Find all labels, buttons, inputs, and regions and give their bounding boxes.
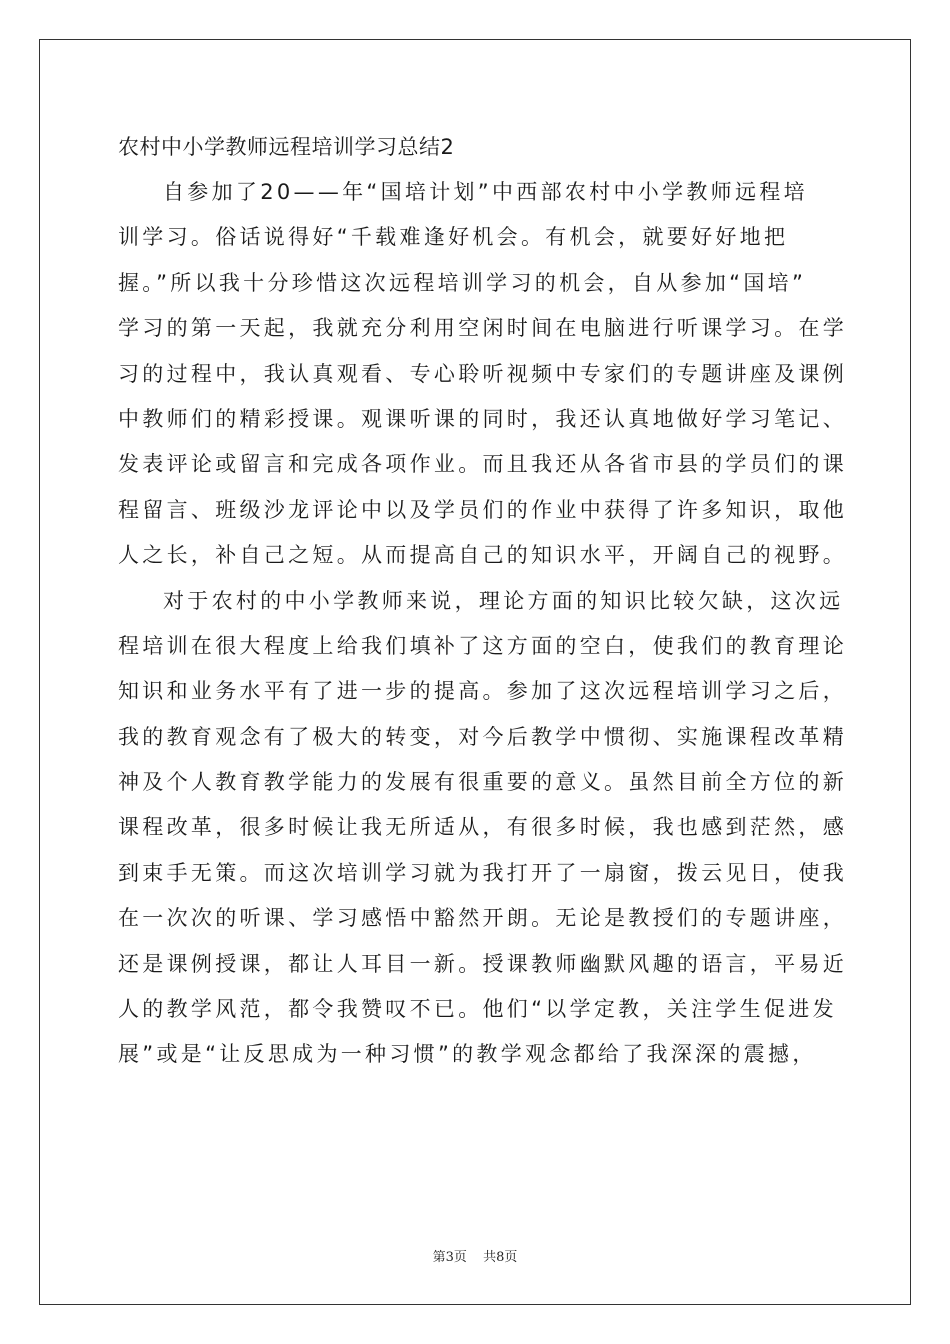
page-footer bbox=[0, 1246, 950, 1265]
text-line: 展”或是“让反思成为一种习惯”的教学观念都给了我深深的震撼， bbox=[118, 1042, 817, 1067]
text-line: 课程改革，很多时候让我无所适从，有很多时候，我也感到茫然，感 bbox=[118, 815, 847, 840]
text-line: 发表评论或留言和完成各项作业。而且我还从各省市县的学员们的课 bbox=[118, 452, 847, 477]
text-line: 还是课例授课，都让人耳目一新。授课教师幽默风趣的语言，平易近 bbox=[118, 951, 847, 976]
text-line: 程留言、班级沙龙评论中以及学员们的作业中获得了许多知识，取他 bbox=[118, 497, 847, 522]
text-line: 我的教育观念有了极大的转变，对今后教学中惯彻、实施课程改革精 bbox=[118, 724, 847, 749]
document-title: 农村中小学教师远程培训学习总结2 bbox=[118, 135, 455, 159]
document-paragraphs bbox=[118, 170, 847, 1078]
text-line: 知识和业务水平有了进一步的提高。参加了这次远程培训学习之后， bbox=[118, 679, 847, 704]
text-line: 训学习。俗话说得好“千载难逢好机会。有机会，就要好好地把 bbox=[118, 225, 789, 250]
text-line: 神及个人教育教学能力的发展有很重要的意义。虽然目前全方位的新 bbox=[118, 770, 847, 795]
text-line: 程培训在很大程度上给我们填补了这方面的空白，使我们的教育理论 bbox=[118, 633, 847, 658]
text-line: 到束手无策。而这次培训学习就为我打开了一扇窗，拨云见日，使我 bbox=[118, 860, 847, 885]
text-line: 学习的第一天起，我就充分利用空闲时间在电脑进行听课学习。在学 bbox=[118, 316, 847, 341]
text-line: 对于农村的中小学教师来说，理论方面的知识比较欠缺，这次远 bbox=[163, 588, 844, 613]
document-body bbox=[118, 125, 847, 1078]
page-number: 第3页 bbox=[432, 1250, 467, 1265]
text-line: 握。”所以我十分珍惜这次远程培训学习的机会，自从参加“国培” bbox=[118, 270, 807, 295]
text-line: 中教师们的精彩授课。观课听课的同时，我还认真地做好学习笔记、 bbox=[118, 406, 847, 431]
text-line: 人的教学风范，都令我赞叹不已。他们“以学定教，关注学生促进发 bbox=[118, 997, 837, 1022]
text-line: 习的过程中，我认真观看、专心聆听视频中专家们的专题讲座及课例 bbox=[118, 361, 847, 386]
text-line: 自参加了20——年“国培计划”中西部农村中小学教师远程培 bbox=[163, 180, 808, 204]
text-line: 在一次次的听课、学习感悟中豁然开朗。无论是教授们的专题讲座， bbox=[118, 906, 847, 931]
page-total: 共8页 bbox=[483, 1250, 518, 1265]
text-line: 人之长，补自己之短。从而提高自己的知识水平，开阔自己的视野。 bbox=[118, 543, 847, 568]
